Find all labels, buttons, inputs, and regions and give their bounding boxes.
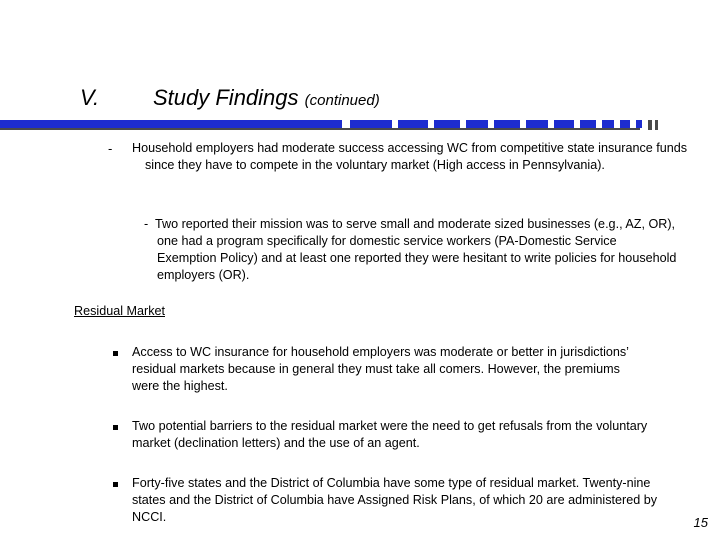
page-number: 15	[693, 515, 708, 530]
bullet-2-text: Two potential barriers to the residual market were the need to get refusals from the voluntary market (declination letters) and the use of an agent.	[132, 419, 648, 450]
finding-2-marker: -	[144, 217, 149, 231]
bullet-3-text: Forty-five states and the District of Columbia have some type of residual market. Twenty-nine states and the District of Columbia have Assigned Risk Plans, of which 20 are administered by NCCI.	[132, 476, 658, 524]
bullet-square-icon	[113, 351, 118, 356]
section-numeral: V.	[80, 85, 100, 110]
slide-title-suffix: (continued)	[304, 92, 380, 109]
section-heading-residual-market: Residual Market	[74, 304, 165, 318]
slide-title-text: Study Findings	[153, 85, 299, 110]
slide-title	[153, 85, 380, 114]
title-rule	[0, 119, 660, 133]
bullet-square-icon	[113, 425, 118, 430]
finding-1-marker: -	[108, 141, 113, 156]
bullet-1-text: Access to WC insurance for household employers was moderate or better in jurisdictions’ residual markets because in general they must take all comers. However, the premiums were the highest.	[132, 345, 629, 393]
finding-1-text: Household employers had moderate success accessing WC from competitive state insurance funds since they have to compete in the voluntary market (High access in Pennsylvania).	[132, 141, 688, 172]
finding-2-text: Two reported their mission was to serve small and moderate sized businesses (e.g., AZ, OR), one had a program specifically for domestic service workers (PA-Domestic Service Exemption Policy) and at least one reported they were hesitant to write policies for household employers (OR).	[154, 217, 677, 282]
bullet-square-icon	[113, 482, 118, 487]
finding-2	[132, 216, 677, 284]
